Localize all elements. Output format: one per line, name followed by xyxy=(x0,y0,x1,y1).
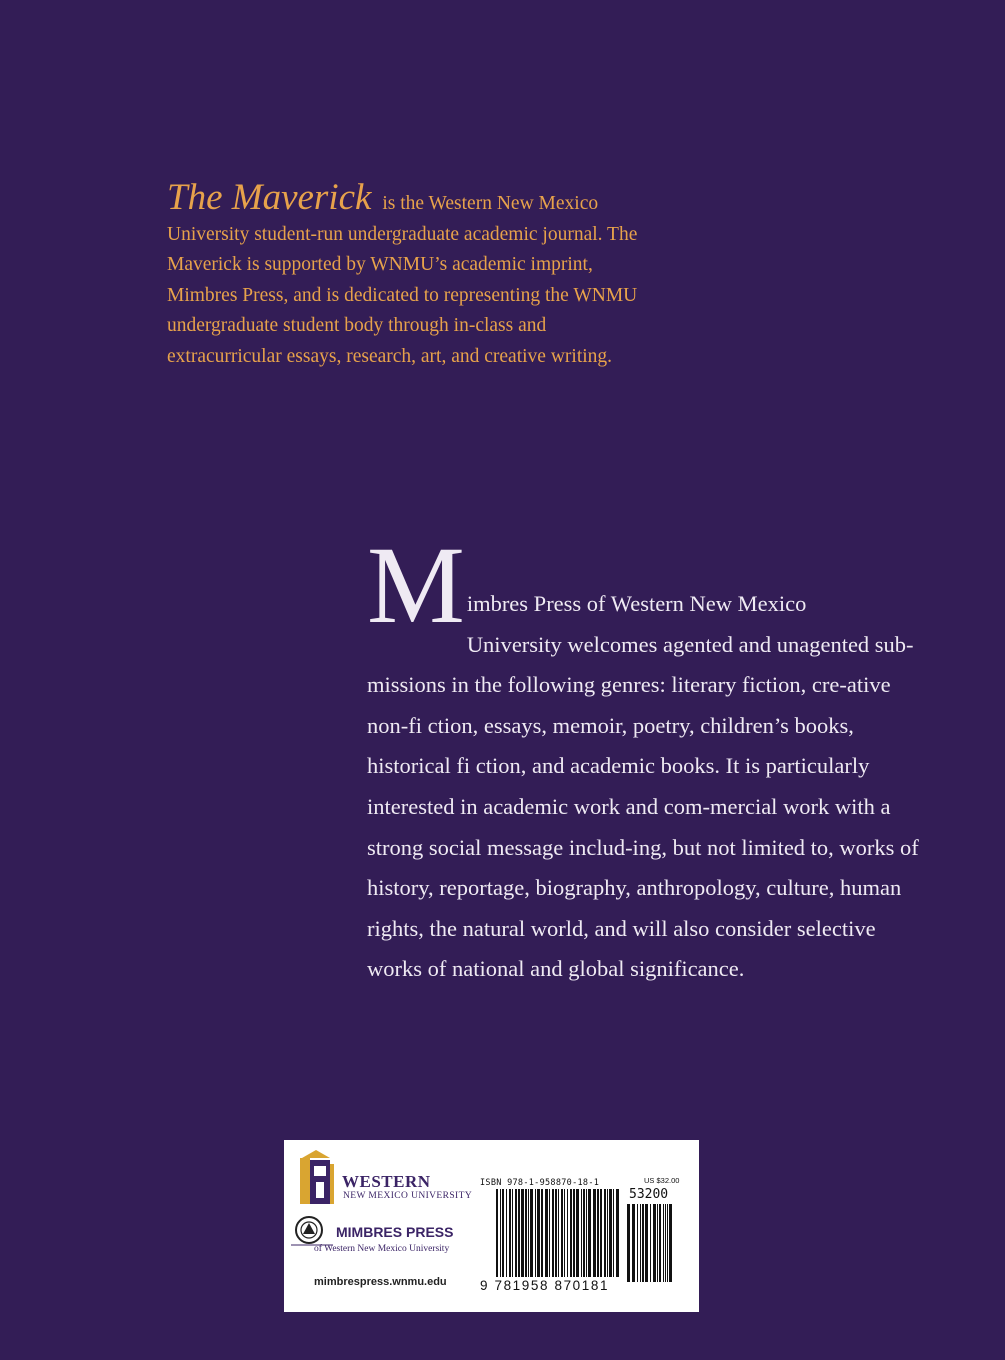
barcode-bar xyxy=(607,1189,608,1277)
journal-title: The Maverick xyxy=(167,177,372,218)
barcode-bar xyxy=(667,1204,668,1282)
barcode-bar xyxy=(573,1189,575,1277)
barcode-bar xyxy=(642,1204,644,1282)
barcode-bar xyxy=(663,1204,664,1282)
barcode-bar xyxy=(604,1189,606,1277)
barcode-bar xyxy=(637,1204,638,1282)
description-text: University welcomes agented and unagented sub-missions in the following genres: literary fiction, cre-ative non-fi ction, essays, memoir, poetry, children’s books, historical fi ction, and academic books. It is particularly interested in academic work and com-mercial work with a strong social message includ-ing, but not limited to, works of history, reportage, biography, anthropology, culture, human rights, the natural world, and will also consider selective works of national and global significance. xyxy=(367,631,919,982)
barcode-bar xyxy=(665,1204,666,1282)
barcode-bar xyxy=(669,1204,672,1282)
barcode-bar xyxy=(564,1189,565,1277)
barcode-bar xyxy=(509,1189,511,1277)
barcode-bar xyxy=(581,1189,582,1277)
barcode-bar xyxy=(541,1189,543,1277)
barcode-bar xyxy=(518,1189,520,1277)
barcode-bar xyxy=(537,1189,540,1277)
barcode-bar xyxy=(583,1189,585,1277)
barcode-bar xyxy=(558,1189,559,1277)
barcode-bar xyxy=(576,1189,579,1277)
barcode-bar xyxy=(515,1189,517,1277)
barcode-bar xyxy=(588,1189,591,1277)
barcode-bar xyxy=(597,1189,599,1277)
barcode-bar xyxy=(613,1189,614,1277)
barcode-bar xyxy=(496,1189,498,1277)
maverick-blurb xyxy=(167,177,657,372)
description-lead: imbres Press of Western New Mexico xyxy=(466,591,807,616)
barcode-bar xyxy=(586,1189,587,1277)
barcode-bar xyxy=(657,1204,658,1282)
wnmu-subtitle: NEW MEXICO UNIVERSITY xyxy=(343,1191,473,1201)
barcode-bar xyxy=(552,1189,554,1277)
ean-barcode xyxy=(496,1189,621,1281)
barcode-bar xyxy=(600,1189,602,1277)
barcode-bar xyxy=(659,1204,661,1282)
barcode-bar xyxy=(645,1204,648,1282)
barcode-bar xyxy=(561,1189,563,1277)
barcode-bar xyxy=(512,1189,513,1277)
isbn-number: ISBN 978-1-958870-18-1 xyxy=(480,1178,600,1188)
barcode-bar xyxy=(525,1189,527,1277)
wnmu-name: WESTERN xyxy=(342,1172,431,1191)
press-subtitle: of Western New Mexico University xyxy=(314,1244,450,1254)
barcode-bar xyxy=(609,1189,612,1277)
press-url: mimbrespress.wnmu.edu xyxy=(314,1276,447,1288)
barcode-bar xyxy=(632,1204,635,1282)
price: US $32.00 xyxy=(644,1176,680,1185)
barcode-bar xyxy=(555,1189,557,1277)
wnmu-building-logo-icon xyxy=(294,1150,338,1206)
barcode-bar xyxy=(653,1204,656,1282)
barcode-bar xyxy=(640,1204,641,1282)
barcode-label xyxy=(284,1140,699,1312)
barcode-bar xyxy=(502,1189,504,1277)
barcode-bar xyxy=(500,1189,501,1277)
barcode-bar xyxy=(567,1189,568,1277)
press-name: MIMBRES PRESS xyxy=(336,1224,454,1240)
barcode-bar xyxy=(521,1189,524,1277)
barcode-bar xyxy=(506,1189,507,1277)
addon-barcode xyxy=(627,1204,677,1284)
barcode-bar xyxy=(627,1204,630,1282)
blurb-text: is the Western New Mexico University student-run undergraduate academic journal. The Maverick is supported by WNMU’s academic imprint, Mimbres Press, and is dedicated to representing the WNMU undergraduate student body through in-class and extracurricular essays, research, art, and creative writing. xyxy=(167,193,638,367)
press-description xyxy=(367,524,927,990)
barcode-bar xyxy=(650,1204,651,1282)
barcode-bar xyxy=(528,1189,529,1277)
barcode-bar xyxy=(549,1189,550,1277)
addon-code: 53200 xyxy=(629,1187,669,1202)
barcode-bar xyxy=(616,1189,619,1277)
ean-digits: 9 781958 870181 xyxy=(480,1278,610,1293)
barcode-bar xyxy=(593,1189,596,1277)
barcode-bar xyxy=(530,1189,533,1277)
drop-cap: M xyxy=(367,524,465,646)
barcode-bar xyxy=(570,1189,572,1277)
barcode-bar xyxy=(545,1189,548,1277)
barcode-bar xyxy=(535,1189,536,1277)
